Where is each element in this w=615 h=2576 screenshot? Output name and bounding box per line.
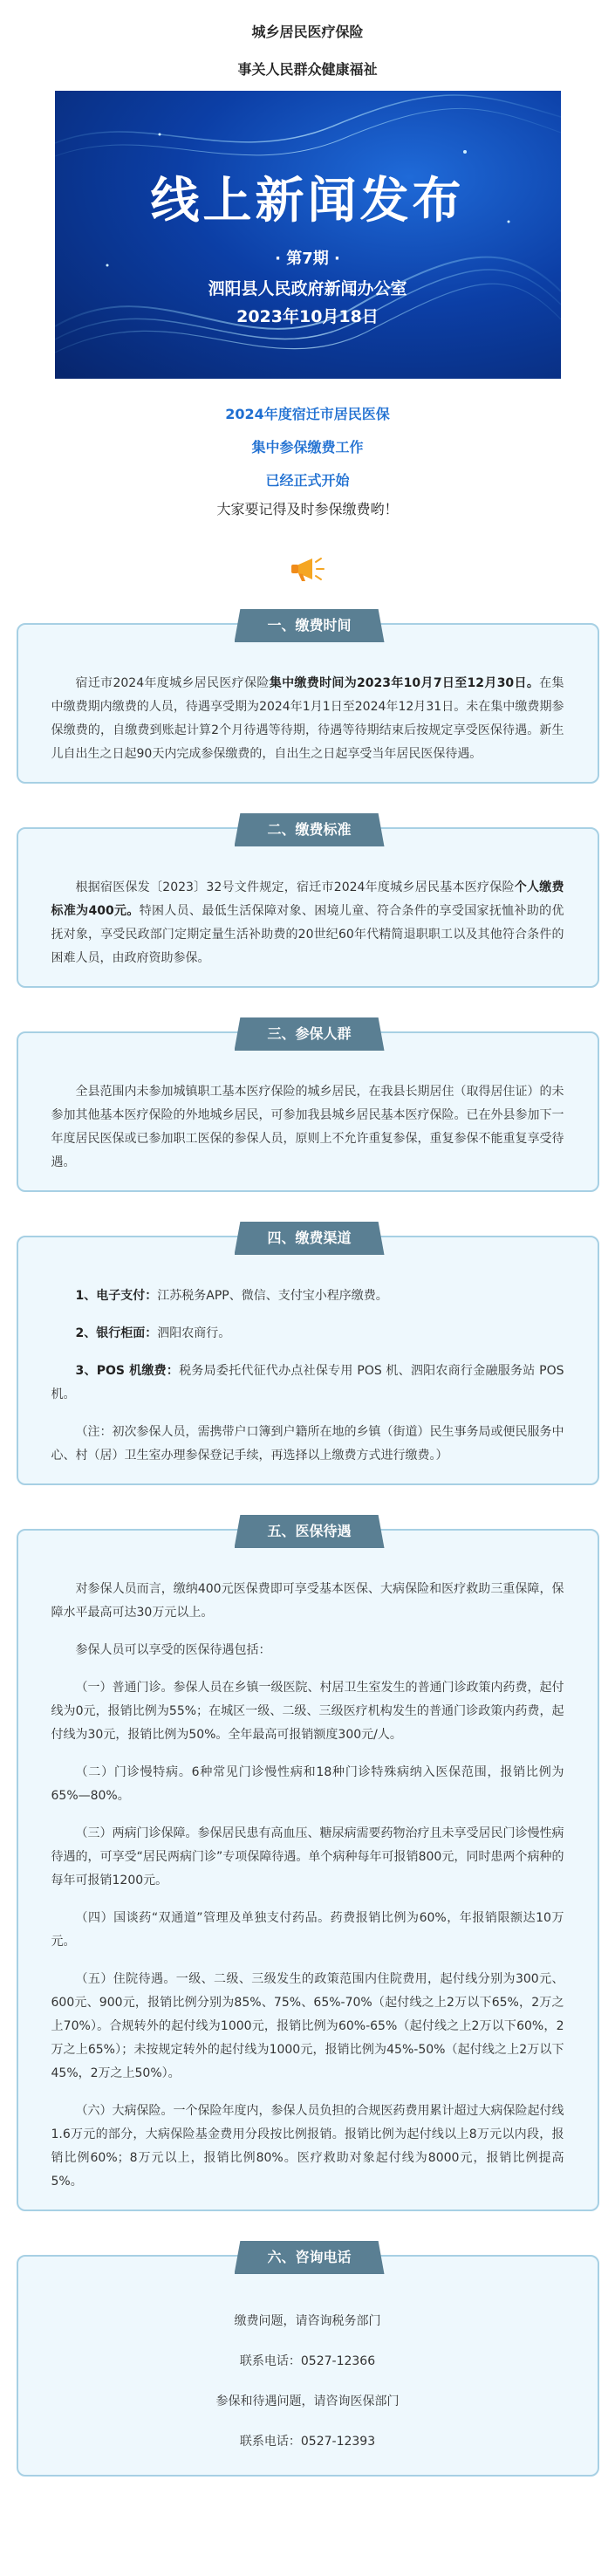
intro-block	[0, 398, 615, 522]
intro-line-2: 集中参保缴费工作	[251, 439, 364, 456]
channel-item: 2、银行柜面：泗阳农商行。	[75, 1326, 231, 1340]
section-title: 四、缴费渠道	[267, 1230, 352, 1246]
benefit-paragraph: （三）两病门诊保障。参保居民患有高血压、糖尿病需要药物治疗且未享受居民门诊慢性病待遇的，可享受“居民两病门诊”专项保障待遇。单个病种每年可报销800元，同时患两个病种的每年可报销1200元。	[51, 1826, 564, 1887]
intro-line-1: 2024年度宿迁市居民医保	[225, 406, 390, 422]
benefit-paragraph: （二）门诊慢特病。6种常见门诊慢性病和18种门诊特殊病纳入医保范围，报销比例为65%—80%。	[51, 1765, 564, 1803]
channel-item: 1、电子支付：江苏税务APP、微信、支付宝小程序缴费。	[75, 1289, 388, 1303]
channel-item: 3、POS 机缴费：税务局委托代征代办点社保专用 POS 机、泗阳农商行金融服务站 POS 机。	[51, 1364, 564, 1401]
megaphone-icon	[286, 552, 330, 586]
hotline-line: 缴费问题，请咨询税务部门	[234, 2314, 381, 2328]
header-line-2: 事关人民群众健康福祉	[237, 61, 378, 78]
section-badge	[235, 2241, 385, 2274]
banner-image	[55, 91, 561, 379]
channel-note: （注：初次参保人员，需携带户口簿到户籍所在地的乡镇（街道）民生事务局或便民服务中心、村（居）卫生室办理参保登记手续，再选择以上缴费方式进行缴费。）	[51, 1425, 564, 1463]
section-title: 一、缴费时间	[267, 617, 352, 634]
section-card-payment-time	[17, 617, 599, 784]
section-title: 二、缴费标准	[267, 821, 352, 838]
section-card-payment-standard	[17, 821, 599, 988]
banner-org: 泗阳县人民政府新闻办公室	[208, 279, 407, 298]
banner-date: 2023年10月18日	[236, 307, 379, 326]
banner-issue: · 第7期 ·	[275, 250, 340, 268]
section-title: 三、参保人群	[267, 1025, 352, 1042]
section-title: 五、医保待遇	[267, 1523, 352, 1539]
section-badge	[235, 1017, 385, 1051]
hotline-phone[interactable]: 联系电话：0527-12393	[239, 2435, 376, 2449]
benefit-paragraph: 参保人员可以享受的医保待遇包括：	[75, 1643, 271, 1657]
benefit-paragraph: 对参保人员而言，缴纳400元医保费即可享受基本医保、大病保险和医疗救助三重保障，保障水平最高可达30万元以上。	[51, 1582, 564, 1620]
hotline-line: 参保和待遇问题，请咨询医保部门	[215, 2394, 400, 2408]
section-card-hotline	[17, 2249, 599, 2477]
section-card-payment-channels	[17, 1230, 599, 1485]
banner-title: 线上新闻发布	[150, 173, 465, 230]
section-card-benefits	[17, 1523, 599, 2211]
benefit-paragraph: （五）住院待遇。一级、二级、三级发生的政策范围内住院费用，起付线分别为300元、600元、900元，报销比例分别为85%、75%、65%-70%（起付线之上2万以下65%，2万之上70%）。合规转外的起付线为1000元，报销比例为60%-65%（起付线之上2万以下60%，2万之上65%）；未按规定转外的起付线为1000元，报销比例为45%-50%（起付线之上2万以下45%，2万之上50%）。	[51, 1972, 564, 2080]
section-badge	[235, 813, 385, 846]
section-badge	[235, 609, 385, 642]
section-title: 六、咨询电话	[267, 2249, 352, 2265]
section-paragraph: 宿迁市2024年度城乡居民医疗保险集中缴费时间为2023年10月7日至12月30日。在集中缴费期内缴费的人员，待遇享受期为2024年1月1日至2024年12月31日。未在集中缴费期参保缴费的，自缴费到账起计算2个月待遇等待期，待遇等待期结束后按规定享受医保待遇。新生儿自出生之日起90天内完成参保缴费的，自出生之日起享受当年居民医保待遇。	[51, 676, 564, 761]
hotline-phone[interactable]: 联系电话：0527-12366	[239, 2354, 376, 2368]
benefit-paragraph: （一）普通门诊。参保人员在乡镇一级医院、村居卫生室发生的普通门诊政策内药费，起付线为0元，报销比例为55%；在城区一级、二级、三级医疗机构发生的普通门诊政策内药费，起付线为30元，报销比例为50%。全年最高可报销额度300元/人。	[51, 1681, 564, 1742]
intro-line-4: 大家要记得及时参保缴费哟！	[216, 501, 399, 517]
benefit-paragraph: （六）大病保险。一个保险年度内，参保人员负担的合规医药费用累计超过大病保险起付线1.6万元的部分，大病保险基金费用分段按比例报销。报销比例为起付线以上8万元以内段，报销比例60%；8万元以上，报销比例80%。医疗救助对象起付线为8000元，报销比例提高5%。	[51, 2104, 564, 2189]
section-paragraph: 根据宿医保发〔2023〕32号文件规定，宿迁市2024年度城乡居民基本医疗保险个人缴费标准为400元。特困人员、最低生活保障对象、困境儿童、符合条件的享受国家抚恤补助的优抚对象，享受民政部门定期定量生活补助费的20世纪60年代精简退职职工以及其他符合条件的困难人员，由政府资助参保。	[51, 880, 564, 965]
header-line-1: 城乡居民医疗保险	[251, 24, 364, 40]
section-card-insured-group	[17, 1025, 599, 1192]
intro-line-3: 已经正式开始	[265, 472, 350, 489]
section-badge	[235, 1515, 385, 1548]
banner-wave-decoration	[55, 91, 561, 379]
benefit-paragraph: （四）国谈药“双通道”管理及单独支付药品。药费报销比例为60%，年报销限额达10万元。	[51, 1911, 564, 1949]
section-badge	[235, 1222, 385, 1255]
section-paragraph: 全县范围内未参加城镇职工基本医疗保险的城乡居民，在我县长期居住（取得居住证）的未参加其他基本医疗保险的外地城乡居民，可参加我县城乡居民基本医疗保险。已在外县参加下一年度居民医保或已参加职工医保的参保人员，原则上不允许重复参保，重复参保不能重复享受待遇。	[51, 1085, 564, 1169]
